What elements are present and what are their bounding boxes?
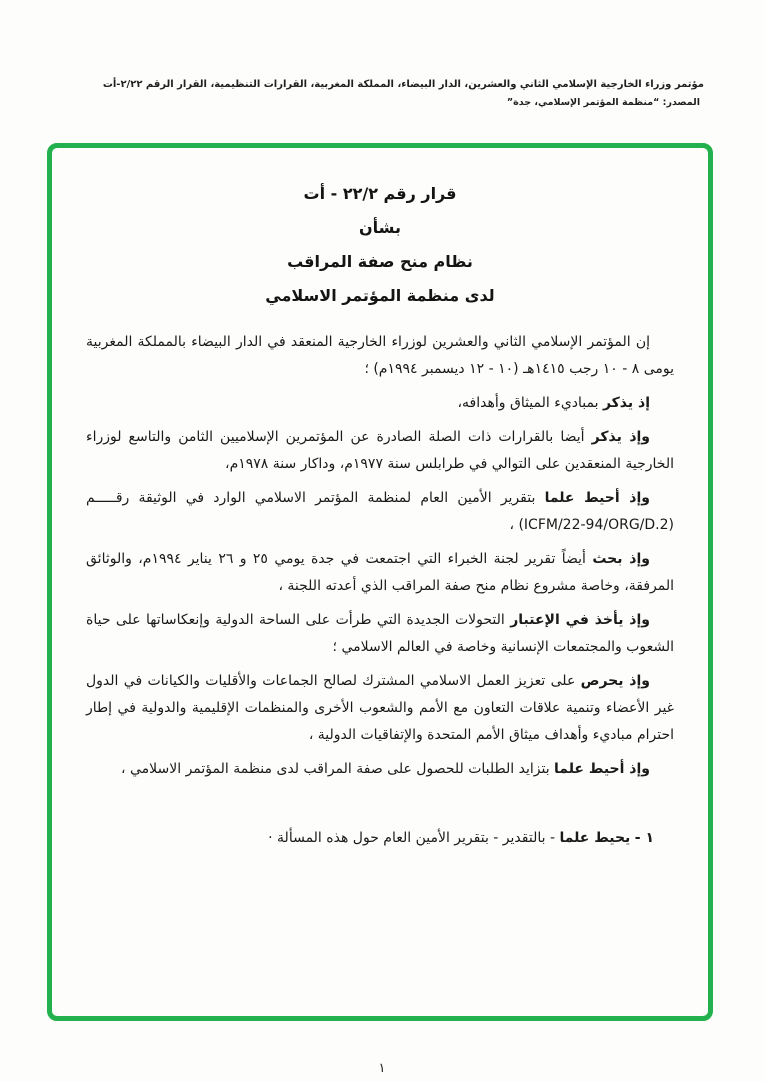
paragraph-lead: وإذ يأخذ في الإعتبار	[510, 612, 650, 628]
resolution-number-title: قرار رقم ٢٢/٢ - أت	[303, 184, 457, 203]
source-header-line1: مؤتمر وزراء الخارجية الإسلامي الثاني والعشرين، الدار البيضاء، المملكة المغربية، القرارات التنظيمية، القرار الرقم ٢/٢٢-أت	[102, 79, 704, 90]
preamble-paragraph	[86, 390, 674, 417]
operative-paragraph-1	[86, 825, 674, 852]
preamble-paragraph	[86, 546, 674, 600]
green-document-frame	[47, 143, 713, 1021]
source-header-line2: المصدر: “منظمة المؤتمر الإسلامي، جدة”	[506, 97, 700, 108]
item-lead: يحيط علما	[559, 830, 631, 846]
preamble-paragraph	[86, 756, 674, 783]
paragraph-text: بتزايد الطلبات للحصول على صفة المراقب لدى منظمة المؤتمر الاسلامي ،	[121, 761, 555, 777]
paragraph-text: على تعزيز العمل الاسلامي المشترك لصالح الجماعات والأقليات والكيانات في الدول غير الأعضاء وتنمية علاقات التعاون مع الأمم والشعوب الأخرى والمنظمات الإقليمية والدولية في إطار احترام مباديء وأهداف ميثاق الأمم المتحدة والإتفاقيات الدولية ،	[86, 673, 674, 743]
item-text: - بالتقدير - بتقرير الأمين العام حول هذه المسألة ·	[268, 830, 560, 846]
resolution-subject-title: نظام منح صفة المراقب	[287, 252, 473, 271]
paragraph-lead: إذ يذكر	[602, 395, 650, 411]
preamble-paragraph	[86, 668, 674, 749]
resolution-subject-label: بشأن	[359, 218, 401, 237]
preamble-paragraph	[86, 607, 674, 661]
paragraph-text: التحولات الجديدة التي طرأت على الساحة الدولية وإنعكاساتها على حياة الشعوب والمجتمعات الإنسانية وخاصة في العالم الاسلامي ؛	[86, 612, 674, 655]
paragraph-lead: وإذ أحيط علما	[554, 761, 650, 777]
paragraph-lead: وإذ يذكر	[591, 429, 651, 445]
paragraph-text: إن المؤتمر الإسلامي الثاني والعشرين لوزراء الخارجية المنعقد في الدار البيضاء بالمملكة المغربية يومى ٨ - ١٠ رجب ١٤١٥هـ (١٠ - ١٢ ديسمبر ١٩٩٤م) ؛	[86, 334, 674, 377]
paragraph-text: أيضا بالقرارات ذات الصلة الصادرة عن المؤتمرين الإسلاميين الثامن والتاسع لوزراء الخارجية المنعقدين على التوالي في طرابلس سنة ١٩٧٧م، وداكار سنة ١٩٧٨م،	[86, 429, 674, 472]
paragraph-lead: وإذ يحرص	[580, 673, 650, 689]
paragraph-lead: وإذ أحيط علما	[544, 490, 650, 506]
resolution-organization-title: لدى منظمة المؤتمر الاسلامي	[265, 286, 495, 305]
preamble-paragraph	[86, 485, 674, 539]
document-source-header	[64, 76, 704, 112]
paragraph-lead: وإذ بحث	[592, 551, 650, 567]
preamble-paragraph	[86, 424, 674, 478]
paragraph-text: بمباديء الميثاق وأهدافه،	[457, 395, 603, 411]
preamble-paragraph	[86, 329, 674, 383]
page-number: ١	[378, 1061, 386, 1076]
resolution-title-block	[86, 184, 674, 305]
paragraph-text: أيضاً تقرير لجنة الخبراء التي اجتمعت في جدة يومي ٢٥ و ٢٦ يناير ١٩٩٤م، والوثائق المرفقة، وخاصة مشروع نظام منح صفة المراقب الذي أعدته اللجنة ،	[86, 551, 674, 594]
resolution-body	[86, 329, 674, 852]
paragraph-text: بتقرير الأمين العام لمنظمة المؤتمر الاسلامي الوارد في الوثيقة رقـــــم (ICFM/22-94/ORG/D.2) ،	[86, 490, 674, 533]
item-number: ١ -	[634, 830, 654, 846]
